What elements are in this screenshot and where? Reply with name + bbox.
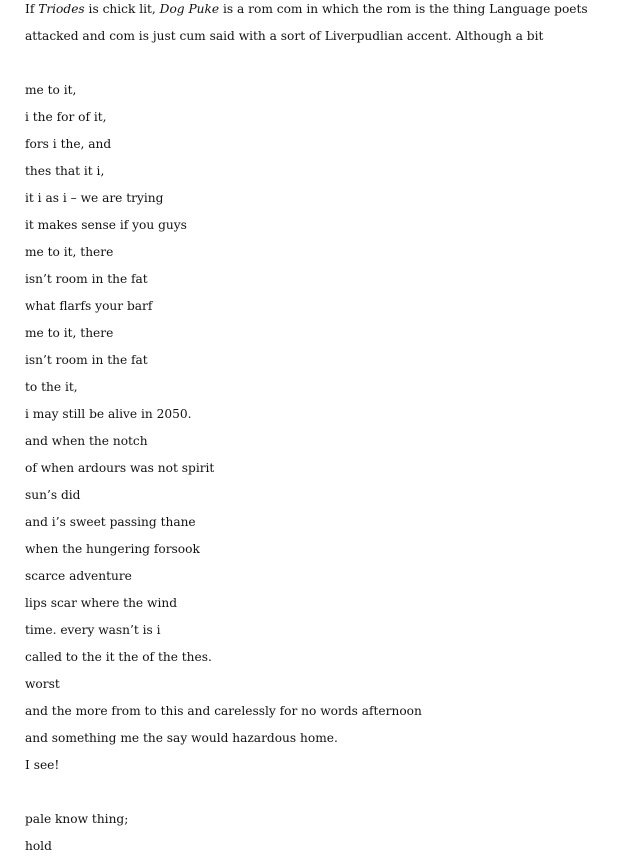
poem-line: time. every wasn’t is i [25, 623, 161, 637]
poem-line: hold [25, 839, 52, 853]
poem-line: thes that it i, [25, 164, 105, 178]
poem-line: fors i the, and [25, 137, 112, 151]
poem-body [25, 77, 615, 860]
poem-line: me to it, there [25, 245, 114, 259]
poem-line: scarce adventure [25, 569, 132, 583]
poem-line: me to it, [25, 83, 77, 97]
poem-line: and something me the say would hazardous home. [25, 731, 338, 745]
poem-line: and the more from to this and carelessly for no words afternoon [25, 704, 422, 718]
poem-line: lips scar where the wind [25, 596, 177, 610]
poem-line: it i as i – we are trying [25, 191, 164, 205]
poem-line: me to it, there [25, 326, 114, 340]
intro-text: If [25, 2, 39, 16]
poem-line: and when the notch [25, 434, 148, 448]
intro-paragraph [25, 0, 615, 50]
intro-line-2: attacked and com is just cum said with a sort of Liverpudlian accent. Although a bit [25, 29, 544, 43]
poem-line: sun’s did [25, 488, 81, 502]
intro-italic-title: Dog Puke [159, 2, 220, 16]
poem-line: to the it, [25, 380, 78, 394]
poem-line: isn’t room in the fat [25, 272, 148, 286]
poem-line: it makes sense if you guys [25, 218, 187, 232]
poem-line: when the hungering forsook [25, 542, 200, 556]
intro-text: is a rom com in which the rom is the thing Language poets [219, 2, 588, 16]
poem-line: and i’s sweet passing thane [25, 515, 196, 529]
intro-italic-title: Triodes [38, 2, 85, 16]
stanza-break [25, 779, 615, 806]
poem-line: i the for of it, [25, 110, 107, 124]
poem-line: of when ardours was not spirit [25, 461, 215, 475]
poem-line: i may still be alive in 2050. [25, 407, 192, 421]
intro-text: is chick lit, [84, 2, 160, 16]
poem-line: isn’t room in the fat [25, 353, 148, 367]
poem-line: I see! [25, 758, 60, 772]
poem-line: worst [25, 677, 60, 691]
intro-line-1 [25, 0, 615, 23]
poem-line: called to the it the of the thes. [25, 650, 212, 664]
poem-line: what flarfs your barf [25, 299, 153, 313]
poem-line: pale know thing; [25, 812, 129, 826]
